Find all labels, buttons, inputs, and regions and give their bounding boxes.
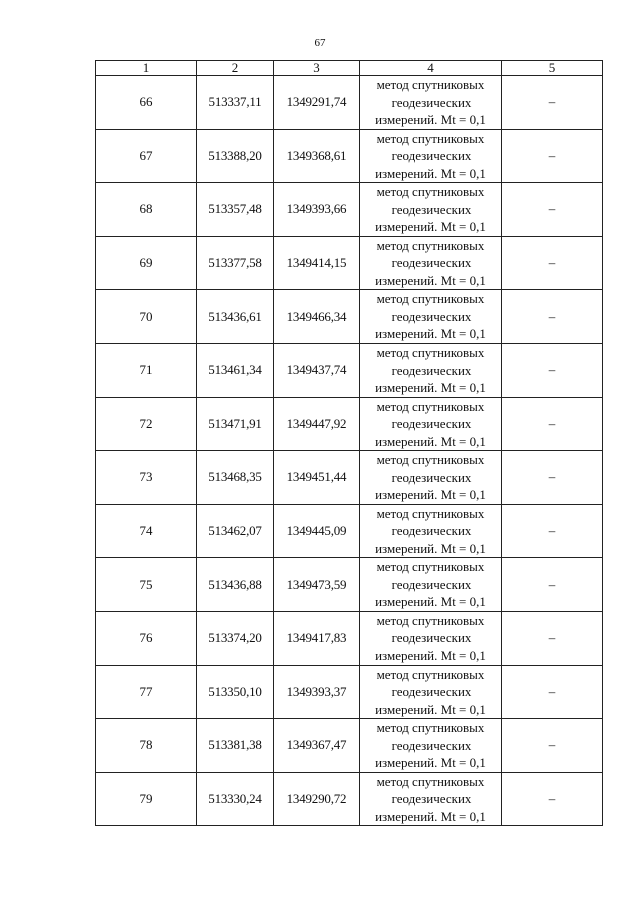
point-number: 69 bbox=[96, 236, 197, 290]
header-col-1: 1 bbox=[96, 61, 197, 76]
note-value: – bbox=[502, 183, 603, 237]
method-line: метод спутниковых bbox=[376, 398, 485, 414]
method-line: метод спутниковых bbox=[376, 184, 485, 200]
point-number: 71 bbox=[96, 343, 197, 397]
coordinate-y: 1349466,34 bbox=[274, 290, 360, 344]
coordinates-table bbox=[95, 60, 603, 826]
coordinate-x: 513374,20 bbox=[197, 611, 274, 665]
method-line: измерений. Mt = 0,1 bbox=[375, 380, 486, 396]
method-description bbox=[360, 558, 502, 612]
method-description bbox=[360, 397, 502, 451]
method-line: геодезических bbox=[391, 255, 472, 271]
note-value: – bbox=[502, 397, 603, 451]
method-line: метод спутниковых bbox=[376, 559, 485, 575]
method-line: геодезических bbox=[391, 630, 472, 646]
point-number: 75 bbox=[96, 558, 197, 612]
method-line: геодезических bbox=[391, 576, 472, 592]
note-value: – bbox=[502, 665, 603, 719]
table-row bbox=[96, 290, 603, 344]
method-line: геодезических bbox=[391, 94, 472, 110]
method-line: метод спутниковых bbox=[376, 452, 485, 468]
table-row bbox=[96, 236, 603, 290]
point-number: 78 bbox=[96, 719, 197, 773]
coordinate-x: 513330,24 bbox=[197, 772, 274, 826]
method-line: метод спутниковых bbox=[376, 505, 485, 521]
method-line: геодезических bbox=[391, 791, 472, 807]
method-line: измерений. Mt = 0,1 bbox=[375, 594, 486, 610]
table-row bbox=[96, 665, 603, 719]
method-line: измерений. Mt = 0,1 bbox=[375, 540, 486, 556]
page-number: 67 bbox=[314, 37, 326, 49]
method-line: геодезических bbox=[391, 684, 472, 700]
method-line: метод спутниковых bbox=[376, 130, 485, 146]
note-value: – bbox=[502, 76, 603, 130]
note-value: – bbox=[502, 290, 603, 344]
method-description bbox=[360, 183, 502, 237]
header-col-2: 2 bbox=[197, 61, 274, 76]
point-number: 74 bbox=[96, 504, 197, 558]
method-line: геодезических bbox=[391, 523, 472, 539]
coordinate-y: 1349451,44 bbox=[274, 451, 360, 505]
note-value: – bbox=[502, 772, 603, 826]
method-description bbox=[360, 719, 502, 773]
coordinate-x: 513337,11 bbox=[197, 76, 274, 130]
method-line: геодезических bbox=[391, 737, 472, 753]
coordinate-y: 1349437,74 bbox=[274, 343, 360, 397]
method-description bbox=[360, 611, 502, 665]
coordinate-y: 1349445,09 bbox=[274, 504, 360, 558]
method-line: измерений. Mt = 0,1 bbox=[375, 755, 486, 771]
method-line: метод спутниковых bbox=[376, 666, 485, 682]
coordinate-x: 513377,58 bbox=[197, 236, 274, 290]
note-value: – bbox=[502, 719, 603, 773]
table-body bbox=[96, 76, 603, 826]
method-description bbox=[360, 129, 502, 183]
coordinate-x: 513388,20 bbox=[197, 129, 274, 183]
method-line: метод спутниковых bbox=[376, 291, 485, 307]
coordinate-x: 513468,35 bbox=[197, 451, 274, 505]
method-line: измерений. Mt = 0,1 bbox=[375, 326, 486, 342]
method-line: метод спутниковых bbox=[376, 237, 485, 253]
method-line: измерений. Mt = 0,1 bbox=[375, 165, 486, 181]
method-line: геодезических bbox=[391, 362, 472, 378]
table-row bbox=[96, 183, 603, 237]
method-line: метод спутниковых bbox=[376, 612, 485, 628]
method-line: геодезических bbox=[391, 416, 472, 432]
method-line: измерений. Mt = 0,1 bbox=[375, 647, 486, 663]
coordinate-x: 513461,34 bbox=[197, 343, 274, 397]
point-number: 68 bbox=[96, 183, 197, 237]
coordinate-y: 1349393,66 bbox=[274, 183, 360, 237]
point-number: 79 bbox=[96, 772, 197, 826]
coordinate-x: 513462,07 bbox=[197, 504, 274, 558]
note-value: – bbox=[502, 343, 603, 397]
method-line: измерений. Mt = 0,1 bbox=[375, 701, 486, 717]
coordinate-x: 513436,88 bbox=[197, 558, 274, 612]
coordinate-x: 513381,38 bbox=[197, 719, 274, 773]
point-number: 77 bbox=[96, 665, 197, 719]
method-description bbox=[360, 665, 502, 719]
table-row bbox=[96, 611, 603, 665]
table-row bbox=[96, 397, 603, 451]
method-line: измерений. Mt = 0,1 bbox=[375, 433, 486, 449]
method-line: геодезических bbox=[391, 469, 472, 485]
coordinate-x: 513357,48 bbox=[197, 183, 274, 237]
method-line: измерений. Mt = 0,1 bbox=[375, 219, 486, 235]
table-row bbox=[96, 451, 603, 505]
table-row bbox=[96, 76, 603, 130]
note-value: – bbox=[502, 611, 603, 665]
point-number: 67 bbox=[96, 129, 197, 183]
method-line: геодезических bbox=[391, 201, 472, 217]
note-value: – bbox=[502, 504, 603, 558]
point-number: 72 bbox=[96, 397, 197, 451]
method-line: измерений. Mt = 0,1 bbox=[375, 112, 486, 128]
coordinate-x: 513350,10 bbox=[197, 665, 274, 719]
point-number: 73 bbox=[96, 451, 197, 505]
method-line: геодезических bbox=[391, 308, 472, 324]
note-value: – bbox=[502, 558, 603, 612]
table-row bbox=[96, 558, 603, 612]
header-col-3: 3 bbox=[274, 61, 360, 76]
method-description bbox=[360, 772, 502, 826]
table-row bbox=[96, 719, 603, 773]
method-description bbox=[360, 343, 502, 397]
point-number: 66 bbox=[96, 76, 197, 130]
table-row bbox=[96, 504, 603, 558]
coordinate-y: 1349368,61 bbox=[274, 129, 360, 183]
method-line: геодезических bbox=[391, 148, 472, 164]
coordinate-y: 1349290,72 bbox=[274, 772, 360, 826]
table-row bbox=[96, 772, 603, 826]
method-description bbox=[360, 451, 502, 505]
method-line: измерений. Mt = 0,1 bbox=[375, 487, 486, 503]
point-number: 70 bbox=[96, 290, 197, 344]
coordinate-y: 1349393,37 bbox=[274, 665, 360, 719]
note-value: – bbox=[502, 129, 603, 183]
coordinate-y: 1349291,74 bbox=[274, 76, 360, 130]
coordinate-y: 1349447,92 bbox=[274, 397, 360, 451]
coordinate-x: 513471,91 bbox=[197, 397, 274, 451]
method-line: метод спутниковых bbox=[376, 773, 485, 789]
method-line: метод спутниковых bbox=[376, 345, 485, 361]
table-header-row bbox=[96, 61, 603, 76]
method-line: метод спутниковых bbox=[376, 77, 485, 93]
header-col-5: 5 bbox=[502, 61, 603, 76]
table-row bbox=[96, 129, 603, 183]
note-value: – bbox=[502, 236, 603, 290]
method-description bbox=[360, 236, 502, 290]
method-line: измерений. Mt = 0,1 bbox=[375, 808, 486, 824]
method-description bbox=[360, 290, 502, 344]
method-line: измерений. Mt = 0,1 bbox=[375, 272, 486, 288]
coordinate-y: 1349414,15 bbox=[274, 236, 360, 290]
note-value: – bbox=[502, 451, 603, 505]
method-description bbox=[360, 76, 502, 130]
coordinate-y: 1349473,59 bbox=[274, 558, 360, 612]
point-number: 76 bbox=[96, 611, 197, 665]
method-description bbox=[360, 504, 502, 558]
coordinate-x: 513436,61 bbox=[197, 290, 274, 344]
coordinate-y: 1349417,83 bbox=[274, 611, 360, 665]
header-col-4: 4 bbox=[360, 61, 502, 76]
coordinate-y: 1349367,47 bbox=[274, 719, 360, 773]
table-row bbox=[96, 343, 603, 397]
method-line: метод спутниковых bbox=[376, 720, 485, 736]
